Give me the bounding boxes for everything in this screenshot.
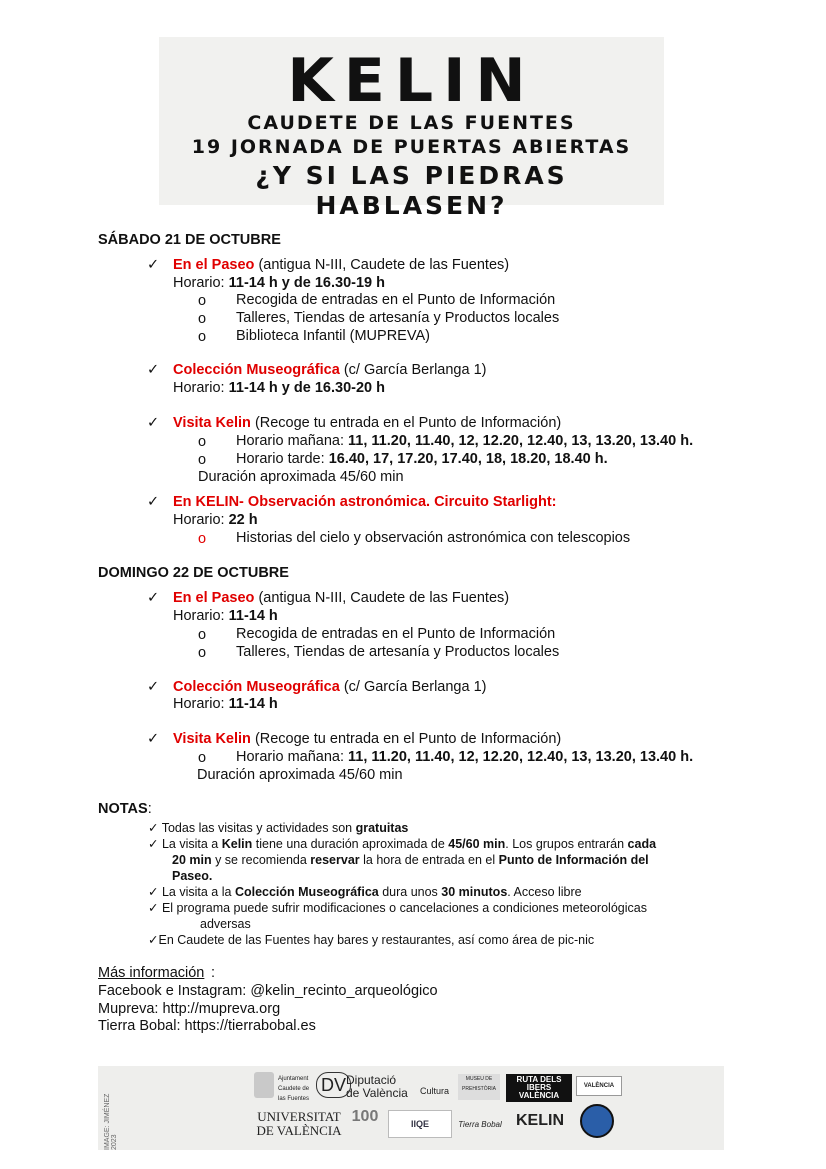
list-item: Biblioteca Infantil (MUPREVA) [236, 328, 430, 344]
sat-col-hours-line [173, 380, 385, 398]
manana-label: Horario mañana: [236, 433, 344, 449]
bullet-icon: o [198, 531, 207, 547]
check-icon: ✓ [148, 837, 159, 851]
sun-visita-line [173, 731, 561, 749]
check-icon: ✓ [148, 821, 159, 835]
check-icon: ✓ [147, 257, 160, 273]
museu-logo: MUSEU DE PREHISTÒRIA [458, 1074, 500, 1100]
horario-label: Horario: [173, 380, 225, 396]
sat-manana-times: 11, 11.20, 11.40, 12, 12.20, 12.40, 13, 13.20, 13.40 h. [348, 433, 694, 449]
note-item: ✓ El programa puede sufrir modificaciones o cancelaciones a condiciones meteorológicas [148, 901, 647, 915]
sun-paseo-hours: 11-14 h [228, 608, 278, 624]
banner-title: KELIN [287, 46, 536, 116]
sat-astro-hours: 22 h [228, 512, 258, 528]
check-icon: ✓ [148, 933, 159, 947]
list-item: Recogida de entradas en el Punto de Información [236, 626, 556, 642]
list-item: Talleres, Tiendas de artesanía y Productos locales [236, 644, 560, 660]
sat-paseo-hours: 11-14 h y de 16.30-19 h [228, 275, 385, 291]
check-icon: ✓ [147, 679, 160, 695]
sun-col-hours-line [173, 696, 278, 714]
banner-line-2: 19 JORNADA DE PUERTAS ABIERTAS [191, 136, 632, 158]
banner-line-3: ¿Y SI LAS PIEDRAS HABLASEN? [255, 161, 568, 220]
check-icon: ✓ [147, 731, 160, 747]
sat-duracion: Duración aproximada 45/60 min [198, 469, 404, 485]
sat-col-hours: 11-14 h y de 16.30-20 h [228, 380, 385, 396]
ayuntamiento-logo: Ajuntament Caudete de las Fuentes [278, 1076, 310, 1102]
sat-paseo-line [173, 257, 509, 275]
sun-col-hours: 11-14 h [228, 696, 278, 712]
sun-visita-title: Visita Kelin [173, 731, 251, 747]
dv-logo: DV [316, 1072, 351, 1098]
notes-colon: : [147, 801, 152, 817]
bullet-icon: o [198, 329, 207, 345]
bullet-icon: o [198, 627, 207, 643]
horario-label: Horario: [173, 275, 225, 291]
list-item: Historias del cielo y observación astronómica con telescopios [236, 530, 631, 546]
more-info-colon: : [211, 965, 216, 981]
tierra-bobal-logo: Tierra Bobal [458, 1120, 502, 1129]
tierrabobal-link[interactable]: Tierra Bobal: https://tierrabobal.es [98, 1018, 316, 1034]
sat-col-title: Colección Museográfica [173, 362, 340, 378]
notes-title: NOTAS [98, 801, 148, 817]
sun-col-loc: (c/ García Berlanga 1) [343, 679, 487, 695]
note-item-cont: adversas [200, 917, 251, 931]
bullet-icon: o [198, 434, 207, 450]
list-item: Recogida de entradas en el Punto de Información [236, 292, 556, 308]
check-icon: ✓ [148, 901, 159, 915]
note-item: ✓ Todas las visitas y actividades son gratuitas [148, 821, 409, 835]
sponsor-logos [98, 1066, 724, 1150]
sat-tarde-line [236, 451, 608, 469]
sun-paseo-line [173, 590, 509, 608]
coat-of-arms-icon [254, 1072, 274, 1098]
sun-visita-note: (Recoge tu entrada en el Punto de Información) [254, 731, 562, 747]
check-icon: ✓ [147, 590, 160, 606]
sun-col-title: Colección Museográfica [173, 679, 340, 695]
diputacio-logo: Diputació de València [346, 1073, 408, 1100]
universitat-logo: UNIVERSITAT DE VALÈNCIA [256, 1109, 342, 1138]
note-item-cont: 20 min y se recomienda reservar la hora de entrada en el Punto de Información del [172, 853, 649, 867]
saturday-heading: SÁBADO 21 DE OCTUBRE [98, 232, 281, 248]
notes-heading [98, 801, 152, 817]
bullet-icon: o [198, 311, 207, 327]
iiqe-logo: IIQE [388, 1110, 452, 1138]
sat-paseo-loc: (antigua N-III, Caudete de las Fuentes) [258, 257, 510, 273]
facebook-link[interactable]: Facebook e Instagram: @kelin_recinto_arqueológico [98, 983, 438, 999]
sun-duracion: Duración aproximada 45/60 min [197, 767, 403, 783]
sat-paseo-hours-line [173, 275, 385, 293]
sunday-heading: DOMINGO 22 DE OCTUBRE [98, 565, 289, 581]
sat-visita-line [173, 415, 561, 433]
header-banner [159, 37, 664, 220]
check-icon: ✓ [148, 885, 159, 899]
banner-line-1: CAUDETE DE LAS FUENTES [247, 112, 576, 134]
sun-paseo-hours-line [173, 608, 278, 626]
cien-logo: 100 [351, 1108, 379, 1125]
note-item-cont: Paseo. [172, 869, 213, 883]
cultura-label: Cultura [420, 1086, 450, 1096]
bullet-icon: o [198, 750, 207, 766]
sun-paseo-title: En el Paseo [173, 590, 255, 606]
sat-astro-hours-line [173, 512, 258, 530]
sat-astro-title: En KELIN- Observación astronómica. Circuito Starlight: [173, 494, 557, 510]
horario-label: Horario: [173, 696, 225, 712]
note-item: ✓ La visita a la Colección Museográfica dura unos 30 minutos. Acceso libre [148, 885, 582, 899]
note-item: ✓En Caudete de las Fuentes hay bares y restaurantes, así como área de pic-nic [148, 933, 595, 947]
check-icon: ✓ [147, 494, 160, 510]
sun-paseo-loc: (antigua N-III, Caudete de las Fuentes) [258, 590, 510, 606]
note-item: ✓ La visita a Kelin tiene una duración aproximada de 45/60 min. Los grupos entrarán cada [148, 837, 657, 851]
mupreva-link[interactable]: Mupreva: http://mupreva.org [98, 1001, 281, 1017]
sat-col-line [173, 362, 486, 380]
kelin-logo: KELIN [516, 1112, 564, 1129]
check-icon: ✓ [147, 415, 160, 431]
bullet-icon: o [198, 452, 207, 468]
sat-visita-note: (Recoge tu entrada en el Punto de Información) [254, 415, 562, 431]
sun-manana-line [236, 749, 693, 767]
sat-manana-line [236, 433, 693, 451]
sat-tarde-times: 16.40, 17, 17.20, 17.40, 18, 18.20, 18.40 h. [328, 451, 608, 467]
photo-credit: IMAGE: JIMÉNEZ 2023 [104, 1093, 118, 1150]
horario-label: Horario: [173, 512, 225, 528]
bullet-icon: o [198, 293, 207, 309]
sun-manana-times: 11, 11.20, 11.40, 12, 12.20, 12.40, 13, 13.20, 13.40 h. [348, 749, 694, 765]
check-icon: ✓ [147, 362, 160, 378]
more-info-heading: Más información [98, 965, 205, 981]
ruta-ibers-logo: RUTA DELS IBERS VALÈNCIA [506, 1074, 572, 1102]
tarde-label: Horario tarde: [236, 451, 325, 467]
horario-label: Horario: [173, 608, 225, 624]
sat-col-loc: (c/ García Berlanga 1) [343, 362, 487, 378]
sun-col-line [173, 679, 486, 697]
sat-paseo-title: En el Paseo [173, 257, 255, 273]
starlight-icon [580, 1104, 614, 1138]
valencia-logo: VALÈNCIA [576, 1076, 622, 1096]
bullet-icon: o [198, 645, 207, 661]
sat-visita-title: Visita Kelin [173, 415, 251, 431]
list-item: Talleres, Tiendas de artesanía y Productos locales [236, 310, 560, 326]
manana-label: Horario mañana: [236, 749, 344, 765]
